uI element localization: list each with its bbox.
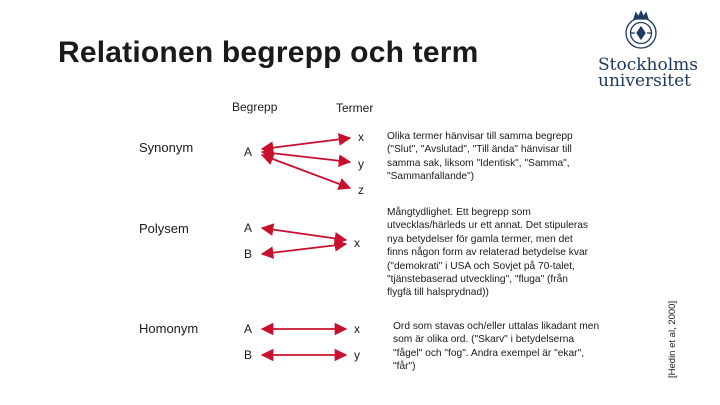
homonym-concept-a: A <box>244 322 253 336</box>
polysem-concept-a: A <box>244 221 253 235</box>
polysem-description: Mångtydlighet. Ett begrepp som utvecklas/härleds ur ett annat. Det stipuleras nya betydelser för gamla termer, men det finns någon form av relaterad betydelse kvar ("demokrati" i USA och Sovjet på 70-talet, "tjänstebaserad utveckling", "fluga" (från flygfä till halsprydnad)) <box>387 207 589 299</box>
column-header-concepts: Begrepp <box>232 100 278 114</box>
synonym-description: Olika termer hänvisar till samma begrepp ("Slut", "Avslutad", "Till ända" hänvisar till samma sak, liksom "Identisk", "Samma", "Sammanfallande") <box>387 131 573 183</box>
page-title: Relationen begrepp och term <box>58 36 479 69</box>
category-synonym: Synonym <box>139 140 194 155</box>
arrow-polysem-b-x <box>262 244 346 254</box>
synonym-concept-a: A <box>244 145 253 159</box>
homonym-concept-b: B <box>244 348 253 362</box>
polysem-term-x: x <box>354 236 360 250</box>
synonym-term-x: x <box>358 130 364 144</box>
arrow-polysem-a-x <box>262 228 346 240</box>
homonym-term-x: x <box>354 322 360 336</box>
logo-line-1: Stockholms <box>598 55 698 75</box>
column-header-terms: Termer <box>336 101 374 115</box>
logo-line-2: universitet <box>598 71 692 91</box>
homonym-description: Ord som stavas och/eller uttalas likadant men som är olika ord. ("Skarv" i betydelserna "fågel" och "fog". Andra exempel är "ekar", "får") <box>393 321 600 373</box>
category-polysem: Polysem <box>139 221 189 236</box>
arrow-synonym-a-x <box>262 138 350 149</box>
reference-citation: [Hedin et al, 2000] <box>667 300 678 378</box>
homonym-term-y: y <box>354 348 360 362</box>
polysem-concept-b: B <box>244 247 253 261</box>
synonym-term-z: z <box>358 183 364 197</box>
category-homonym: Homonym <box>139 321 199 336</box>
synonym-term-y: y <box>358 157 364 171</box>
